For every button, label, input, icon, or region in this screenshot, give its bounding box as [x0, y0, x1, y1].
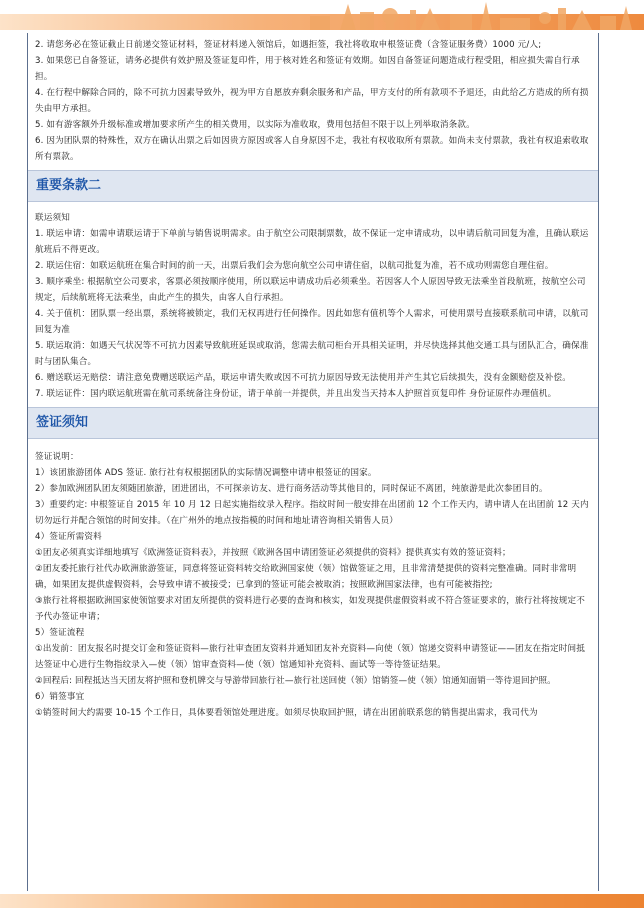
term-item: 5. 联运取消：如遇天气状况等不可抗力因素导致航班延误或取消，您需去航司柜台开具相关证明，并尽快选择其他交通工具与团队汇合，确保准时与团队集合。 [35, 341, 589, 367]
term-item: ②团友委托旅行社代办欧洲旅游签证，同意将签证资料转交给欧洲国家使（领）馆做签证之用，且非常清楚提供的资料完整准确。同时非常明确，如果团友提供虚假资料，会导致申请不被接受；已拿到的签证可能会被取消；按照欧洲国家法律，也有可能被指控; [35, 564, 577, 590]
term-item: ①出发前：团友报名时提交订金和签证资料—旅行社审查团友资料并通知团友补充资料—向使（领）馆递交资料申请签证——团友在指定时间抵达签证中心进行生物指纹录入—使（领）馆审查资料—使（领）馆通知补充资料、面试等一等待签证结果。 [35, 644, 585, 670]
subsection-title: 4）签证所需资料 [35, 532, 102, 542]
document-body [27, 33, 599, 891]
term-item: ①销签时间大约需要 10-15 个工作日，具体要看领馆处理进度。如须尽快取回护照，请在出团前联系您的销售提出需求，我司代为 [35, 708, 538, 718]
section-header-important-terms-2: 重要条款二 [28, 170, 598, 202]
top-banner [0, 0, 644, 30]
term-item: 5. 如有游客额外升级标准或增加要求所产生的相关费用，以实际为准收取，费用包括但不限于以上列举取消条款。 [35, 120, 475, 130]
bottom-banner [0, 894, 644, 908]
term-item: 6. 赠送联运无赔偿：请注意免费赠送联运产品，联运申请失败或因不可抗力原因导致无法使用并产生其它后续损失，没有金额赔偿及补偿。 [35, 373, 572, 383]
subsection-title: 5）签证流程 [35, 628, 85, 638]
term-item: 7. 联运证件：国内联运航班需在航司系统备注身份证，请于单前一并提供，并且出发当天持本人护照首页复印件 身份证原件办理值机。 [35, 389, 557, 399]
subsection-title: 6）销签事宜 [35, 692, 85, 702]
term-item: 4. 在行程中解除合同的，除不可抗力因素导致外，视为甲方自愿放弃剩余服务和产品，甲方支付的所有款项不予退还，由此给乙方造成的所有损失由甲方承担。 [35, 88, 589, 114]
term-item: 6. 因为团队票的特殊性，双方在确认出票之后如因贵方原因或客人自身原因不走，我社有权收取所有票款。如尚未支付票款，我社有权追索收取所有票款。 [35, 136, 589, 162]
section-header-visa-notes: 签证须知 [28, 407, 598, 439]
term-item: 1）该团旅游团体 ADS 签证. 旅行社有权根据团队的实际情况调整申请申根签证的国家。 [35, 468, 377, 478]
term-item: 2）参加欧洲团队团友须随团旅游，团进团出，不可探亲访友、进行商务活动等其他目的，同时保证不离团，纯旅游是此次参团目的。 [35, 484, 548, 494]
visa-notes [28, 445, 598, 724]
terms-block-continued [28, 33, 598, 168]
term-item: 3. 如果您已自备签证，请务必提供有效护照及签证复印件，用于核对姓名和签证有效期。如因自备签证问题造成行程受阻，相应损失需自行承担。 [35, 56, 580, 82]
term-item: 4. 关于值机：团队票一经出票，系统将被锁定，我们无权再进行任何操作。因此如您有值机等个人需求，可使用票号直接联系航司申请，以航司回复为准 [35, 309, 589, 335]
term-item: ①团友必须真实详细地填写《欧洲签证资料表》，并按照《欧洲各国申请团签证必须提供的资料》提供真实有效的签证资料； [35, 548, 511, 558]
city-skyline-icon [300, 0, 644, 30]
connecting-flight-notes [28, 206, 598, 405]
subsection-title: 签证说明： [35, 452, 79, 462]
term-item: ②回程后: 回程抵达当天团友将护照和登机牌交与导游带回旅行社—旅行社送回使（领）馆销签—使（领）馆通知面销一等待退回护照。 [35, 676, 556, 686]
term-item: ③旅行社将根据欧洲国家使领馆要求对团友所提供的资料进行必要的查询和核实，如发现提供虚假资料或不符合签证要求的，旅行社将按规定不予代办签证申请； [35, 596, 585, 622]
term-item: 2. 联运住宿：如联运航班在集合时间的前一天，出票后我们会为您向航空公司申请住宿，以航司批复为准，若不成功则需您自理住宿。 [35, 261, 554, 271]
subsection-title: 联运须知 [35, 213, 70, 223]
term-item: 3. 顺序乘坐: 根据航空公司要求，客票必须按顺序使用，所以联运申请成功后必须乘坐。若因客人个人原因导致无法乘坐首段航班，按航空公司规定，后续航班将无法乘坐，由此产生的损失，由客人自行承担。 [35, 277, 586, 303]
term-item: 3）重要约定: 申根签证自 2015 年 10 月 12 日起实施指纹录入程序。指纹时间一般安排在出团前 12 个工作天内，请申请人在出团前 12 天内切勿远行并配合领馆的时间安排。（在广州外的地点按指模的时间和地址请咨询相关销售人员） [35, 500, 589, 526]
term-item: 1. 联运申请：如需申请联运请于下单前与销售说明需求。由于航空公司限制票数，故不保证一定申请成功，以申请后航司回复为准，且确认联运航班后不得更改。 [35, 229, 589, 255]
term-item: 2. 请您务必在签证截止日前递交签证材料，签证材料递入领馆后，如遇拒签，我社将收取申根签证费（含签证服务费）1000 元/人; [35, 40, 542, 50]
